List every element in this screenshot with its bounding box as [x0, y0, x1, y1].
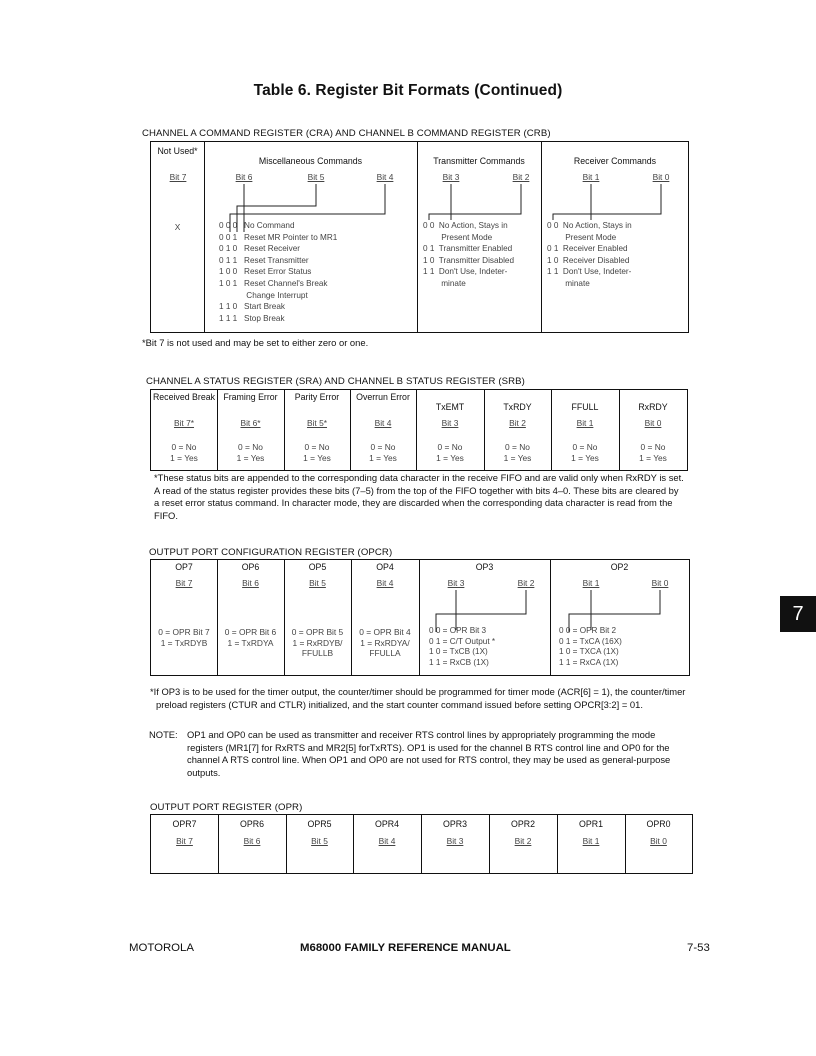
receiver-command-list: 0 0 No Action, Stays in Present Mode 0 1 Receiver Enabled 1 0 Receiver Disabled 1 1 Don't Use, Indeter- minate	[547, 221, 632, 288]
chapter-tab: 7	[780, 596, 816, 632]
opcr-heading: OUTPUT PORT CONFIGURATION REGISTER (OPCR)	[149, 547, 393, 558]
op2-values: 0 0 = OPR Bit 2 0 1 = TxCA (16X) 1 0 = TXCA (1X) 1 1 = RxCA (1X)	[559, 626, 622, 667]
bit-label: Bit 1	[576, 418, 594, 428]
bit-label: Bit 2	[509, 418, 526, 428]
command-register-table	[150, 141, 689, 333]
command-register-heading: CHANNEL A COMMAND REGISTER (CRA) AND CHANNEL B COMMAND REGISTER (CRB)	[142, 128, 551, 139]
bit-label: Bit 3	[442, 172, 460, 182]
status-values: 0 = No 1 = Yes	[503, 442, 532, 463]
bit-label: Bit 5	[309, 578, 326, 588]
overrun-error-header: Overrun Error	[356, 392, 410, 402]
parity-error-header: Parity Error	[294, 392, 340, 402]
op4-header: OP4	[376, 562, 394, 572]
bit-label: Bit 0	[644, 418, 662, 428]
note-label: NOTE:	[149, 729, 178, 740]
opr-table	[150, 814, 693, 874]
bit-label: Bit 0	[651, 578, 669, 588]
bit-label: Bit 6	[242, 578, 259, 588]
misc-commands-header: Miscellaneous Commands	[258, 156, 363, 166]
bit-label: Bit 6*	[240, 418, 261, 428]
bit-label: Bit 1	[582, 578, 600, 588]
status-values: 0 = No 1 = Yes	[236, 442, 265, 463]
page-title: Table 6. Register Bit Formats (Continued)	[253, 82, 563, 99]
misc-command-list: 0 0 0 No Command 0 0 1 Reset MR Pointer to MR1 0 1 0 Reset Receiver 0 1 1 Reset Transmitter 1 0 0 Reset Error Status 1 0 1 Reset Channel's Break Change Interrupt 1 1 0 Start Break 1 1 1 Stop Break	[219, 221, 338, 323]
op7-header: OP7	[175, 562, 193, 572]
bit-label: Bit 4	[374, 418, 392, 428]
bit-label: Bit 2	[514, 836, 532, 846]
op3-header: OP3	[475, 562, 494, 572]
not-used-header: Not Used*	[157, 146, 198, 156]
bit-label: Bit 7	[169, 172, 187, 182]
status-values: 0 = No 1 = Yes	[170, 442, 198, 463]
opr3-header: OPR3	[443, 819, 467, 829]
receiver-commands-header: Receiver Commands	[573, 156, 657, 166]
op5-header: OP5	[308, 562, 327, 572]
op5-values: 0 = OPR Bit 5 1 = RxRDYB/ FFULLB	[291, 627, 344, 658]
ffull-header: FFULL	[571, 402, 599, 412]
command-footnote: *Bit 7 is not used and may be set to either zero or one.	[142, 337, 369, 348]
opr7-header: OPR7	[172, 819, 197, 829]
opr5-header: OPR5	[307, 819, 332, 829]
op2-header: OP2	[610, 562, 629, 572]
bit-label: Bit 2	[517, 578, 535, 588]
opr-heading: OUTPUT PORT REGISTER (OPR)	[150, 802, 303, 813]
status-values: 0 = No 1 = Yes	[571, 442, 599, 463]
bit-label: Bit 5	[307, 172, 325, 182]
footer-page-number: 7-53	[687, 942, 710, 954]
status-values: 0 = No 1 = Yes	[639, 442, 667, 463]
bit-label: Bit 4	[376, 578, 394, 588]
bit-label: Bit 7*	[173, 418, 195, 428]
transmitter-command-list: 0 0 No Action, Stays in Present Mode 0 1 Transmitter Enabled 1 0 Transmitter Disabled 1 1 Don't Use, Indeter- minate	[423, 221, 515, 288]
bit-label: Bit 4	[376, 172, 394, 182]
bit-label: Bit 7	[176, 836, 193, 846]
status-values: 0 = No 1 = Yes	[369, 442, 397, 463]
received-break-header: Received Break	[152, 392, 216, 402]
framing-error-header: Framing Error	[223, 392, 278, 402]
bit-label: Bit 7	[175, 578, 193, 588]
footer-manual-title: M68000 FAMILY REFERENCE MANUAL	[300, 942, 511, 954]
transmitter-commands-header: Transmitter Commands	[433, 156, 525, 166]
status-values: 0 = No 1 = Yes	[436, 442, 464, 463]
bit-label: Bit 6	[235, 172, 253, 182]
status-footnote: *These status bits are appended to the corresponding data character in the receive FIFO and are valid only when RxRDY is set. A read of the status register provides these bits (7–5) from the top of the FIFO together with bits 4–0. These bits are cleared by a reset error status command. In character mode, they are discarded when the corresponding data character is read from the FIFO.	[154, 472, 684, 521]
opcr-footnote: *If OP3 is to be used for the timer output, the counter/timer should be programmed for timer mode (ACR[6] = 1), the counter/timer preload registers (CTUR and CTLR) initialized, and the start counter command issued before setting OPCR[3:2] = 01.	[150, 686, 686, 710]
op7-values: 0 = OPR Bit 7 1 = TxRDYB	[158, 627, 210, 648]
status-register-heading: CHANNEL A STATUS REGISTER (SRA) AND CHANNEL B STATUS REGISTER (SRB)	[146, 376, 525, 387]
not-used-value: X	[174, 222, 181, 232]
op4-values: 0 = OPR Bit 4 1 = RxRDYA/ FFULLA	[359, 627, 411, 658]
bit-label: Bit 5	[311, 836, 328, 846]
rxrdy-header: RxRDY	[638, 402, 668, 412]
opr1-header: OPR1	[579, 819, 603, 829]
txemt-header: TxEMT	[435, 402, 465, 412]
bit-label: Bit 6	[243, 836, 261, 846]
footer-publisher: MOTOROLA	[129, 942, 194, 954]
txrdy-header: TxRDY	[503, 402, 532, 412]
bit-label: Bit 4	[378, 836, 396, 846]
bit-label: Bit 2	[512, 172, 530, 182]
op6-values: 0 = OPR Bit 6 1 = TxRDYA	[224, 627, 277, 648]
bit-label: Bit 0	[652, 172, 670, 182]
opr0-header: OPR0	[646, 819, 671, 829]
op6-header: OP6	[241, 562, 260, 572]
op3-values: 0 0 = OPR Bit 3 0 1 = C/T Output * 1 0 = TxCB (1X) 1 1 = RxCB (1X)	[429, 626, 496, 667]
bit-label: Bit 3	[447, 578, 465, 588]
bit-label: Bit 0	[650, 836, 667, 846]
status-values: 0 = No 1 = Yes	[303, 442, 331, 463]
opr6-header: OPR6	[240, 819, 264, 829]
opcr-table	[150, 559, 690, 676]
bit-label: Bit 3	[441, 418, 459, 428]
bit-label: Bit 3	[446, 836, 464, 846]
opr2-header: OPR2	[511, 819, 535, 829]
bit-label: Bit 1	[582, 836, 600, 846]
bit-label: Bit 5*	[306, 418, 328, 428]
note-text: OP1 and OP0 can be used as transmitter and receiver RTS control lines by appropriately programming the mode registers (MR1[7] for RxRTS and MR2[5] forTxRTS). OP1 is used for the channel B RTS control line and OP0 for the channel A RTS control line. When OP1 and OP0 are not used for RTS control, they may be used as general-purpose outputs.	[187, 729, 671, 778]
status-register-table	[150, 389, 688, 471]
bit-label: Bit 1	[582, 172, 600, 182]
opr4-header: OPR4	[375, 819, 399, 829]
